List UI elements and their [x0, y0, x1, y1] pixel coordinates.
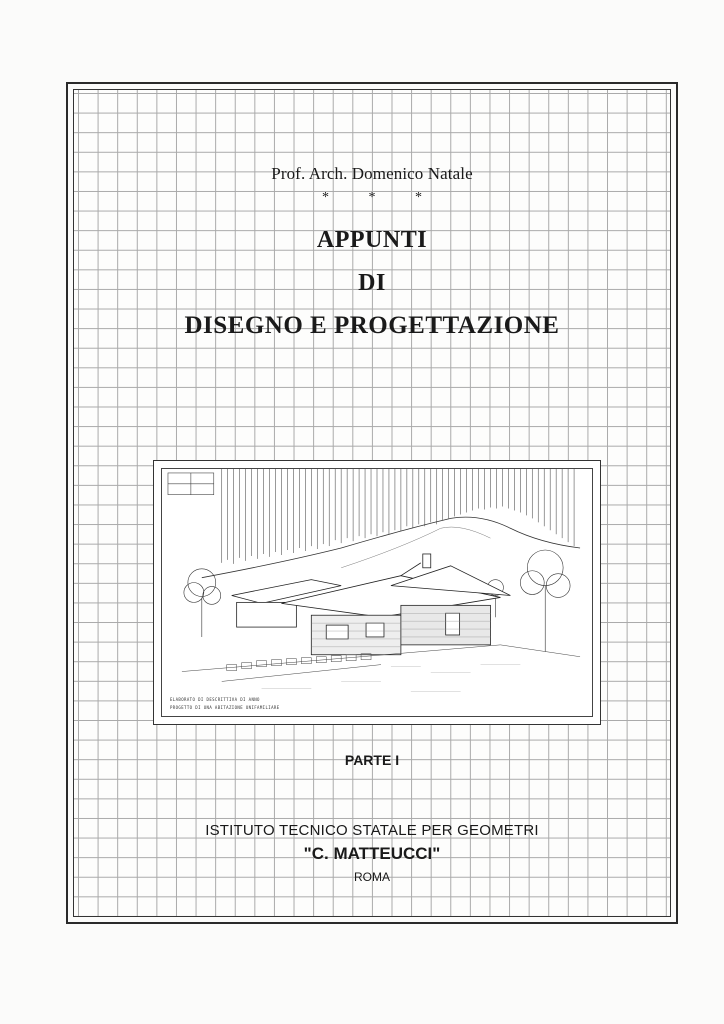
page-border	[66, 82, 678, 924]
title-line-1: APPUNTI	[316, 227, 428, 253]
house-illustration	[153, 460, 601, 725]
grid-paper	[73, 89, 671, 917]
school-name: "C. MATTEUCCI"	[303, 844, 441, 863]
title-line-2: DI	[358, 270, 386, 296]
author-name: Prof. Arch. Domenico Natale	[271, 164, 473, 183]
separator-stars: * * *	[322, 190, 440, 205]
illustration-frame	[161, 468, 593, 717]
part-label: PARTE I	[344, 752, 400, 768]
illustration-caption-line-1: ELABORATO DI DESCRITTIVA DI ANNO	[170, 697, 260, 702]
title-line-3: DISEGNO E PROGETTAZIONE	[184, 312, 560, 339]
illustration-caption-line-2: PROGETTO DI UNA ABITAZIONE UNIFAMILIARE	[170, 705, 280, 710]
house-perspective-drawing-icon	[162, 469, 592, 716]
institute-name: ISTITUTO TECNICO STATALE PER GEOMETRI	[205, 822, 539, 839]
city-name: ROMA	[354, 870, 390, 884]
